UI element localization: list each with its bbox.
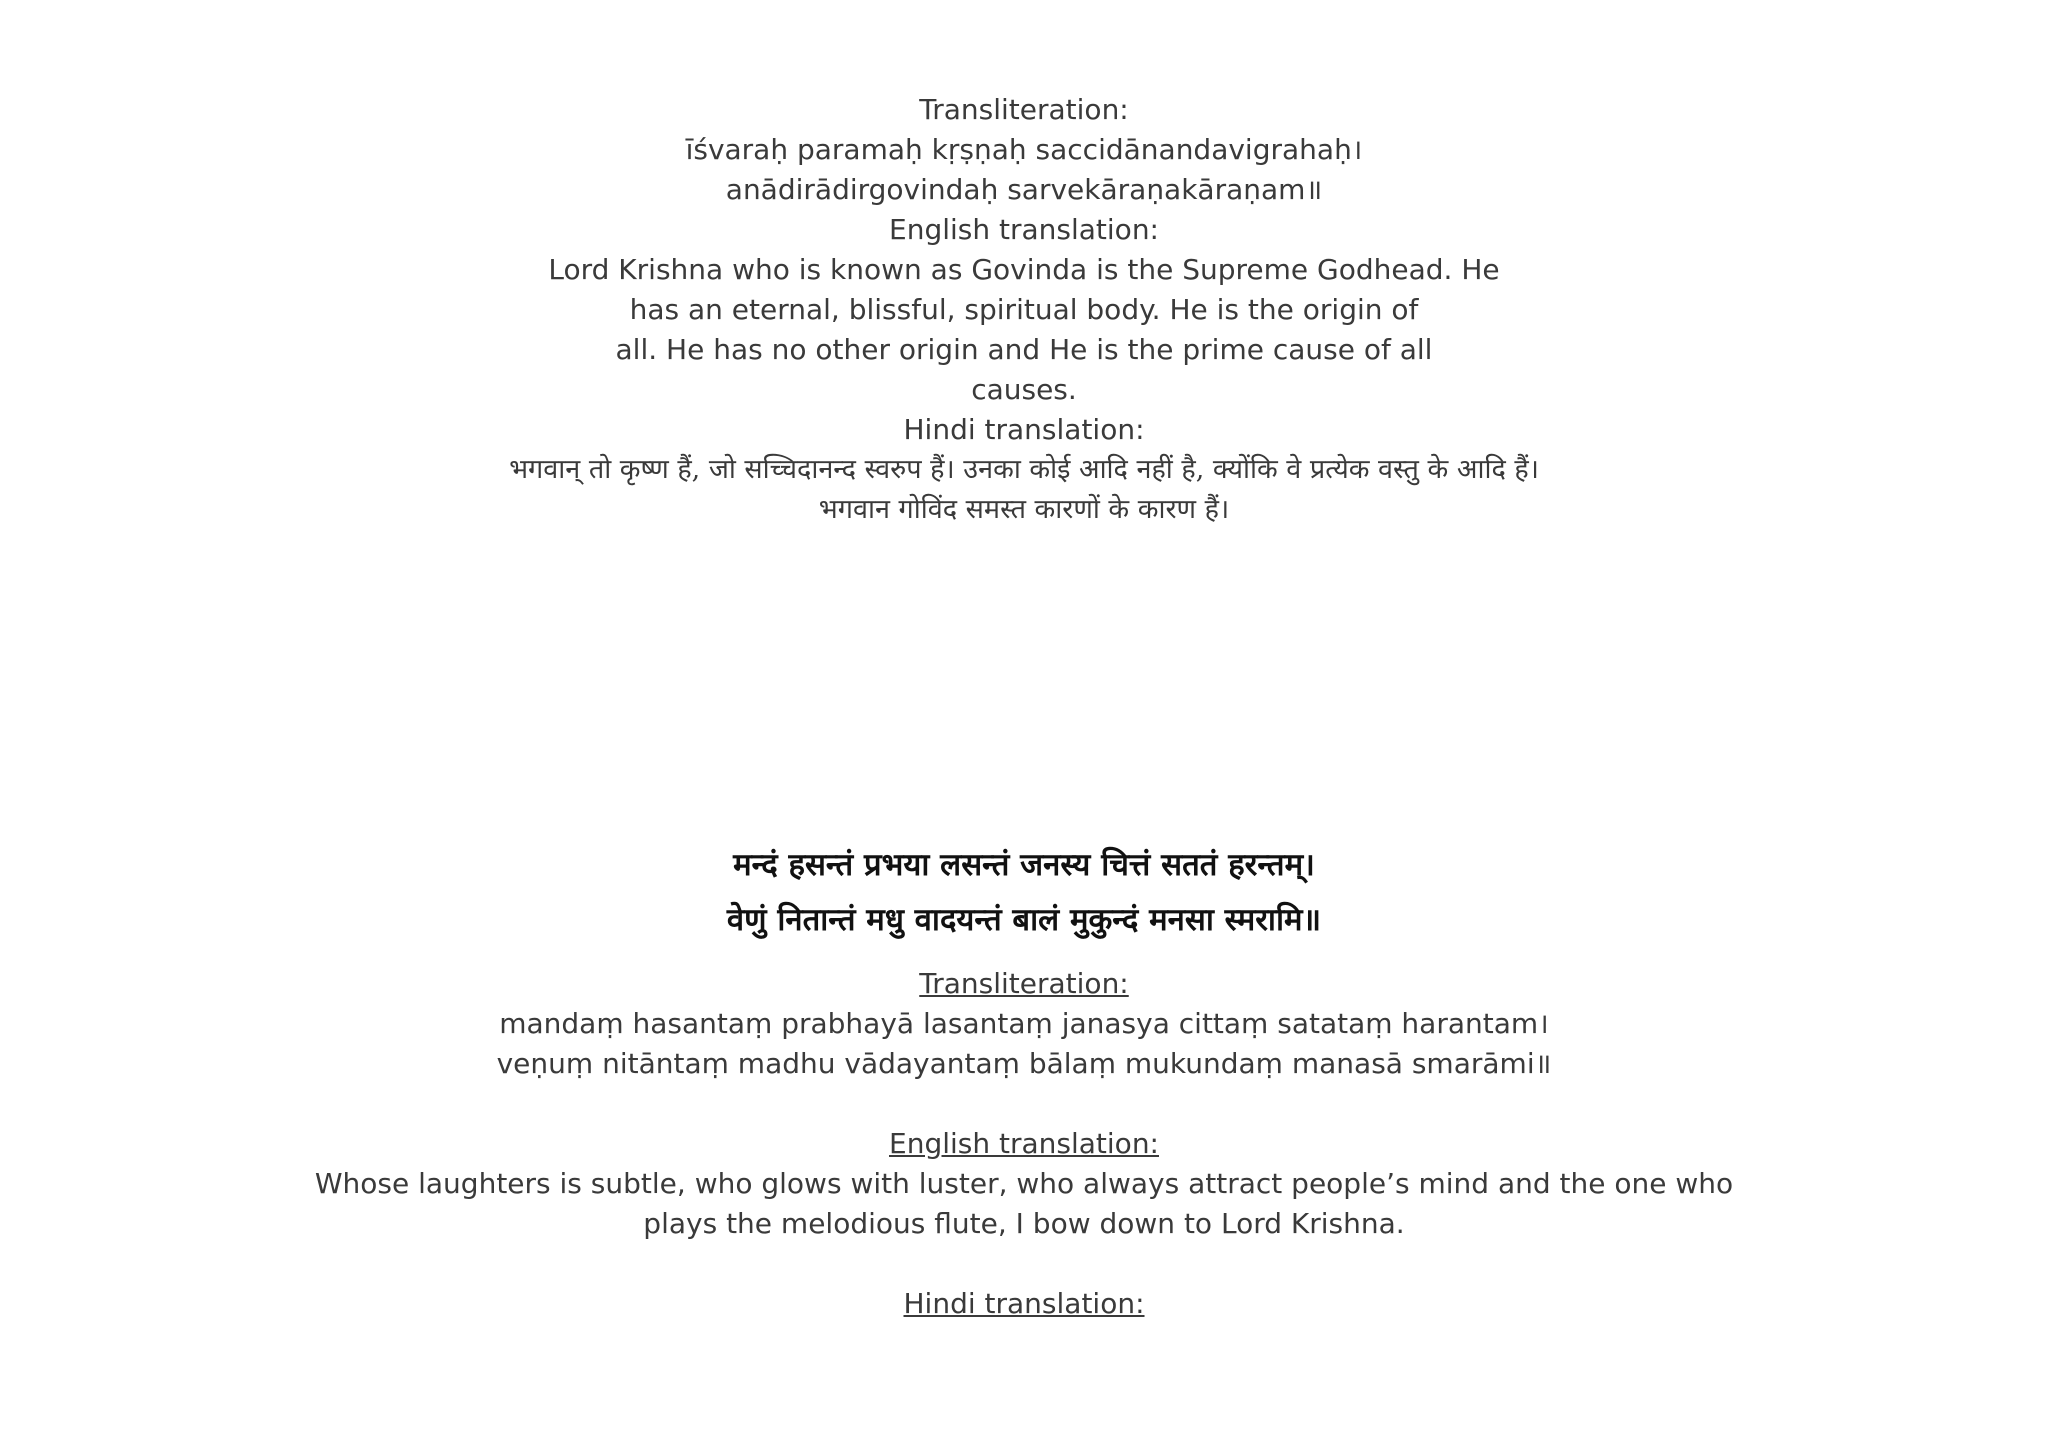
english-line: all. He has no other origin and He is the prime cause of all: [615, 333, 1433, 366]
transliteration-line: veṇuṃ nitāntaṃ madhu vādayantaṃ bālaṃ mukundaṃ manasā smarāmi॥: [496, 1047, 1552, 1080]
hindi-heading: Hindi translation:: [903, 1287, 1145, 1320]
transliteration-line: anādirādirgovindaḥ sarvekāraṇakāraṇam॥: [725, 173, 1323, 206]
transliteration-heading: Transliteration:: [919, 967, 1129, 1000]
english-heading: English translation:: [889, 213, 1159, 246]
english-line: causes.: [971, 373, 1077, 406]
hindi-heading: Hindi translation:: [903, 413, 1145, 446]
english-heading: English translation:: [889, 1127, 1159, 1160]
paragraph-gap: [0, 1084, 2048, 1124]
verse-mandam-hasantam: [0, 838, 2048, 948]
english-line: Lord Krishna who is known as Govinda is the Supreme Godhead. He: [548, 253, 1500, 286]
hindi-line: भगवान् तो कृष्ण हैं, जो सच्चिदानन्द स्वरुप हैं। उनका कोई आदि नहीं है, क्योंकि वे प्रत्येक वस्तु के आदि हैं।: [509, 454, 1539, 485]
transliteration-line: mandaṃ hasantaṃ prabhayā lasantaṃ janasya cittaṃ satataṃ harantam।: [499, 1007, 1549, 1040]
paragraph-gap: [0, 1244, 2048, 1284]
transliteration-heading: Transliteration:: [919, 93, 1129, 126]
verse-line: मन्दं हसन्तं प्रभया लसन्तं जनस्य चित्तं सततं हरन्तम्।: [733, 847, 1315, 883]
english-line: plays the melodious flute, I bow down to Lord Krishna.: [643, 1207, 1405, 1240]
transliteration-line: īśvaraḥ paramaḥ kṛṣṇaḥ saccidānandavigrahaḥ।: [685, 133, 1363, 166]
english-line: Whose laughters is subtle, who glows with luster, who always attract people’s mind and the one who: [314, 1167, 1734, 1200]
section-mandam-hasantam: [0, 964, 2048, 1324]
verse-line: वेणुं नितान्तं मधु वादयन्तं बालं मुकुन्दं मनसा स्मरामि॥: [726, 902, 1322, 938]
hindi-line: भगवान गोविंद समस्त कारणों के कारण हैं।: [818, 494, 1230, 525]
section-isvara: [0, 90, 2048, 530]
english-line: has an eternal, blissful, spiritual body. He is the origin of: [629, 293, 1419, 326]
